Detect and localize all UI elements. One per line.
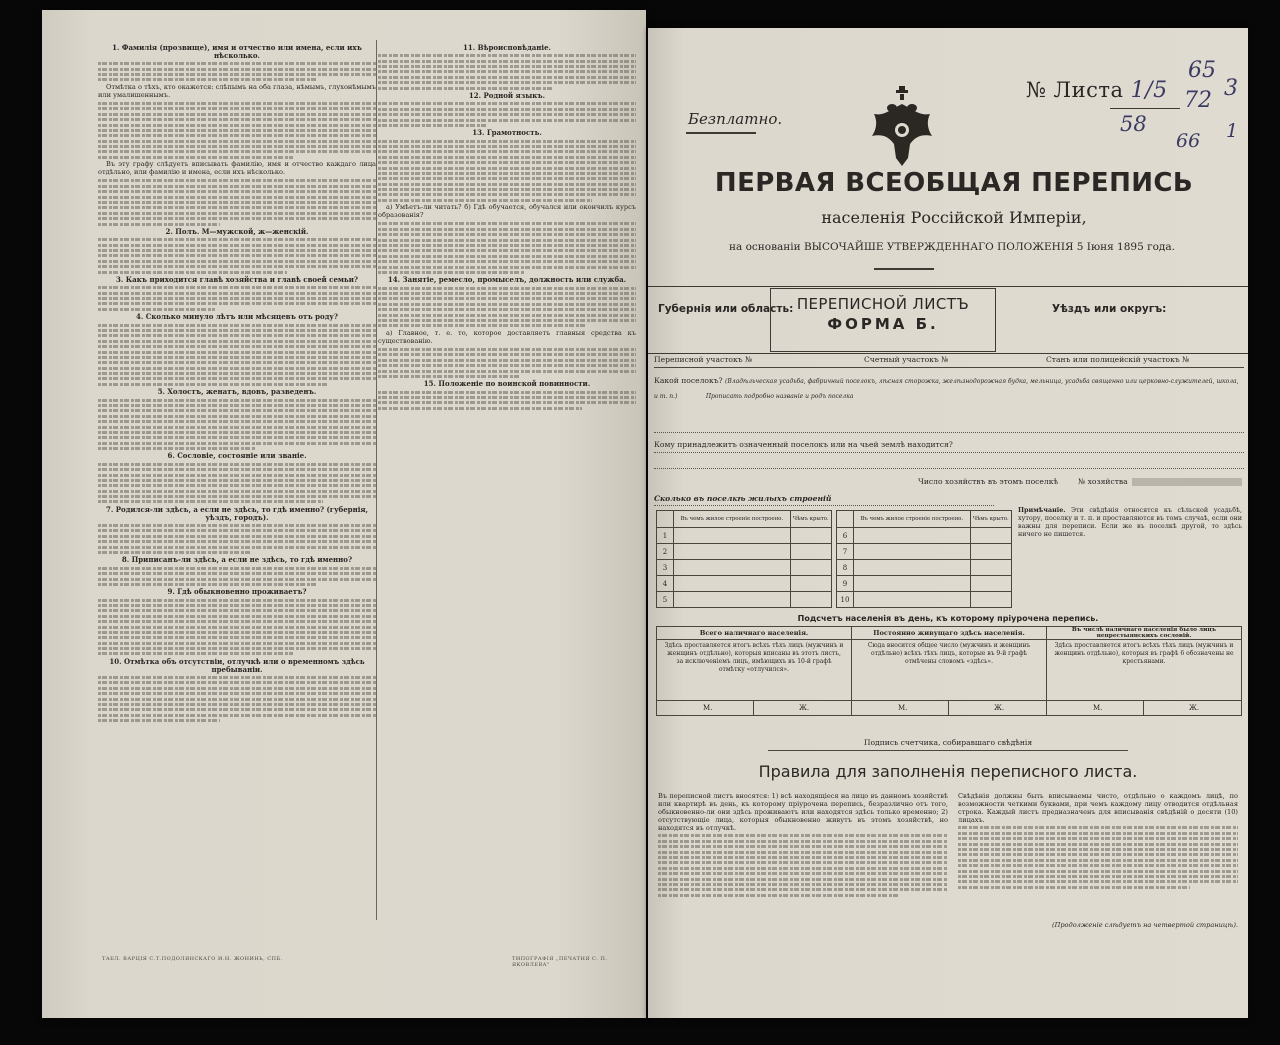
column-divider xyxy=(376,40,377,920)
stan-label: Станъ или полицейскій участокъ № xyxy=(1046,355,1190,364)
section-heading: 12. Родной языкъ. xyxy=(468,91,546,101)
print-line xyxy=(98,260,376,263)
print-line xyxy=(98,334,376,337)
print-line xyxy=(98,223,220,226)
section-heading: 2. Полъ. М—мужской, ж—женскій. xyxy=(165,226,309,236)
print-line xyxy=(378,324,587,327)
print-line xyxy=(658,856,948,859)
print-line xyxy=(98,265,376,268)
print-line xyxy=(98,540,376,543)
section-heading: 1. Фамилія (прозвище), имя и отчество или имена, если ихъ нѣсколько. xyxy=(112,43,362,60)
print-line xyxy=(98,631,376,634)
fine-print xyxy=(98,599,376,656)
print-line xyxy=(98,490,376,493)
print-line xyxy=(958,848,1238,851)
print-line xyxy=(98,140,376,143)
signature-label: Подпись счетчика, собиравшаго свѣдѣнія xyxy=(863,738,1033,747)
handwritten-mark: 1 xyxy=(1226,120,1239,142)
print-line xyxy=(98,271,287,274)
print-line xyxy=(98,474,376,477)
section-heading: 15. Положеніе по воинской повинности. xyxy=(423,379,591,389)
handwritten-list-number: 1/5 xyxy=(1130,78,1168,103)
print-line xyxy=(98,145,376,148)
print-line xyxy=(658,867,948,870)
print-line xyxy=(378,359,636,362)
print-line xyxy=(98,609,376,612)
print-line xyxy=(378,177,636,180)
title-divider xyxy=(874,268,934,270)
print-line xyxy=(98,495,376,498)
section-heading: 6. Сословіе, состояніе или званіе. xyxy=(167,451,307,461)
print-line xyxy=(378,314,636,317)
print-line xyxy=(98,367,376,370)
fine-print xyxy=(98,238,376,273)
print-line xyxy=(378,70,636,73)
print-line xyxy=(98,719,220,722)
table-row: 3 xyxy=(657,560,832,576)
print-line xyxy=(98,431,376,434)
print-line xyxy=(98,399,376,402)
households-label: Число хозяйствъ въ этомъ поселкѣ xyxy=(918,477,1059,486)
print-line xyxy=(98,620,376,623)
table-row: 2 xyxy=(657,544,832,560)
print-line xyxy=(378,401,636,404)
uchastok-line xyxy=(654,355,1244,366)
section-heading: 10. Отмѣтка объ отсутствіи, отлучкѣ или о временномъ здѣсь пребываніи. xyxy=(109,656,365,674)
print-line xyxy=(98,377,376,380)
household-number-field xyxy=(1132,478,1242,486)
print-line xyxy=(98,447,256,450)
print-line xyxy=(98,361,376,364)
print-line xyxy=(658,883,948,886)
print-line xyxy=(98,714,376,717)
print-line xyxy=(98,529,376,532)
fine-print xyxy=(98,286,376,311)
handwritten-mark: 3 xyxy=(1224,76,1238,101)
print-line xyxy=(98,238,376,241)
print-line xyxy=(378,156,636,159)
print-line xyxy=(378,76,636,79)
fine-print xyxy=(378,222,636,274)
print-line xyxy=(378,161,636,164)
print-line xyxy=(958,843,1238,846)
print-line xyxy=(958,826,1238,829)
handwritten-mark: 65 xyxy=(1188,58,1216,83)
print-line xyxy=(98,156,293,159)
print-line xyxy=(658,888,948,891)
print-line xyxy=(378,222,636,225)
print-line xyxy=(98,249,376,252)
printer-imprint-left: ТАБЛ. ВАРЦІЯ С.Т.ПОДОЛЯНСКАГО И.Н. ЖОНИНЬ, СПБ. xyxy=(102,956,283,962)
print-line xyxy=(378,271,525,274)
form-title: ПЕРЕПИСНОЙ ЛИСТЪ xyxy=(796,295,970,313)
print-line xyxy=(98,297,376,300)
print-line xyxy=(378,319,636,322)
print-line xyxy=(98,324,376,327)
print-line xyxy=(98,436,376,439)
print-line xyxy=(98,308,215,311)
instructions-column-1 xyxy=(98,42,376,948)
print-line xyxy=(98,551,251,554)
print-line xyxy=(378,308,636,311)
print-line xyxy=(378,145,636,148)
poselok-label: Какой поселокъ? xyxy=(654,376,723,385)
print-line xyxy=(98,599,376,602)
fine-print xyxy=(378,348,636,378)
print-line xyxy=(98,244,376,247)
print-line xyxy=(958,853,1238,856)
print-line xyxy=(98,329,376,332)
print-line xyxy=(378,233,636,236)
print-line xyxy=(98,578,376,581)
print-line xyxy=(98,681,376,684)
print-line xyxy=(98,134,376,137)
print-line xyxy=(98,524,376,527)
note-title: Примѣчаніе. xyxy=(1018,506,1066,514)
print-line xyxy=(98,201,376,204)
table-row: 1 xyxy=(657,528,832,544)
print-line xyxy=(98,463,376,466)
print-line xyxy=(98,179,376,182)
print-line xyxy=(98,426,376,429)
buildings-label: Сколько въ поселкѣ жилыхъ строеній xyxy=(654,494,832,503)
print-line xyxy=(958,870,1238,873)
handwritten-mark: 66 xyxy=(1176,130,1201,152)
column-header: Въ чемъ жилое строеніе построено. xyxy=(674,511,791,528)
print-line xyxy=(98,372,376,375)
print-line xyxy=(958,880,1238,883)
print-line xyxy=(98,356,376,359)
print-line xyxy=(98,212,376,215)
print-line xyxy=(378,183,636,186)
print-line xyxy=(378,303,636,306)
uchastok-label: Переписной участокъ № xyxy=(654,355,753,364)
list-number-underline xyxy=(1110,108,1180,109)
schetny-label: Счетный участокъ № xyxy=(864,355,949,364)
print-line xyxy=(378,102,636,105)
fine-print xyxy=(98,62,376,81)
print-line xyxy=(378,260,636,263)
rules-column-left: Въ переписной листъ вносятся: 1) всѣ находящіеся на лицо въ данномъ хозяйствѣ или квартирѣ въ день, къ которому пріурочена перепись, безразлично отъ того, обыкновенно-ли они здѣсь проживаютъ или находятся здѣсь только временно; 2) отсутствующіе лица, которыя обыкновенно живутъ въ этомъ хозяйствѣ, но находятся въ отлучкѣ. xyxy=(658,792,948,942)
print-line xyxy=(378,249,636,252)
print-line xyxy=(658,840,948,843)
section-heading: 13. Грамотность. xyxy=(472,128,542,138)
print-line xyxy=(98,68,376,71)
print-line xyxy=(378,364,636,367)
print-line xyxy=(98,535,376,538)
print-line xyxy=(98,129,376,132)
print-line xyxy=(958,837,1238,840)
print-line xyxy=(98,692,376,695)
print-line xyxy=(378,124,486,127)
print-line xyxy=(98,687,376,690)
print-line xyxy=(378,108,636,111)
print-line xyxy=(378,113,636,116)
print-line xyxy=(98,150,376,153)
print-line xyxy=(98,383,329,386)
print-line xyxy=(658,894,899,897)
print-line xyxy=(378,292,636,295)
print-line xyxy=(958,864,1238,867)
print-line xyxy=(98,73,376,76)
print-line xyxy=(658,834,948,837)
fine-print xyxy=(98,567,376,586)
count-title: Подсчетъ населенія въ день, къ которому пріурочена перепись. xyxy=(797,614,1099,623)
print-line xyxy=(98,698,376,701)
print-line xyxy=(658,845,948,848)
rules-column-right: Свѣдѣнія должны быть вписываемы чисто, отдѣльно о каждомъ лицѣ, по возможности четкими буквами, при чемъ каждому лицу отводится отдѣльная строка. Каждый листъ предназначенъ для вписыванія свѣдѣній о десяти (10) лицахъ. xyxy=(958,792,1238,918)
print-line xyxy=(378,353,636,356)
print-line xyxy=(98,642,376,645)
print-line xyxy=(378,244,636,247)
section-text: а) Главное, т. е. то, которое доставляетъ главныя средства къ существованію. xyxy=(378,328,636,345)
print-line xyxy=(98,703,376,706)
print-line xyxy=(658,872,948,875)
print-line xyxy=(378,167,636,170)
print-line xyxy=(98,217,376,220)
print-line xyxy=(98,652,293,655)
print-line xyxy=(98,124,376,127)
census-subtitle: населенія Россійской Имперіи, xyxy=(821,208,1087,227)
table-row: 6 xyxy=(837,528,1012,544)
table-row: 7 xyxy=(837,544,1012,560)
print-line xyxy=(958,859,1238,862)
print-line xyxy=(958,875,1238,878)
print-line xyxy=(98,292,376,295)
section-heading: 14. Занятіе, ремесло, промыселъ, должность или служба. xyxy=(387,275,627,285)
poselok-hint: (Владѣльческая усадьба, фабричный поселокъ, лѣсная сторожка, желѣзнодорожная будка, мельница, усадьба священно или церковно-служителей, школа, и т. п.) xyxy=(654,378,1239,400)
print-line xyxy=(98,190,376,193)
print-line xyxy=(98,118,376,121)
section-heading: 3. Какъ приходится главѣ хозяйства и главѣ своей семьи? xyxy=(115,275,359,285)
print-line xyxy=(378,188,636,191)
fine-print xyxy=(378,102,636,127)
print-line xyxy=(98,615,376,618)
form-subtitle: ФОРМА Б. xyxy=(827,315,939,333)
print-line xyxy=(378,255,636,258)
print-line xyxy=(378,266,636,269)
print-line xyxy=(378,65,636,68)
section-text: а) Умѣетъ-ли читать? б) Гдѣ обучается, обучался или окончилъ курсъ образованія? xyxy=(378,203,636,220)
print-line xyxy=(958,886,1190,889)
fine-print xyxy=(98,524,376,554)
print-line xyxy=(378,297,636,300)
census-form-left-page xyxy=(42,10,646,1018)
buildings-table-left xyxy=(656,510,832,608)
note-text: Эти свѣдѣнія относятся къ сѣльской усадьбѣ, хутору, поселку и т. п. и проставляются въ томъ случаѣ, если они важны для переписи. Если же въ поселкѣ другой, то здѣсь ничего не пишется. xyxy=(1018,506,1242,538)
poselok-hint-2: Прописать подробно названіе и родъ поселка xyxy=(705,393,854,400)
print-line xyxy=(378,54,636,57)
table-row: 4 xyxy=(657,576,832,592)
print-line xyxy=(98,604,376,607)
instructions-column-2 xyxy=(378,42,636,914)
print-line xyxy=(378,119,636,122)
print-line xyxy=(98,636,376,639)
print-line xyxy=(98,404,376,407)
print-line xyxy=(98,340,376,343)
section-text: Отмѣтка о тѣхъ, кто окажется: слѣпымъ на оба глаза, нѣмымъ, глухонѣмымъ или умалишеннымъ. xyxy=(98,82,376,99)
print-line xyxy=(98,351,376,354)
print-line xyxy=(378,370,636,373)
household-number-label: № хозяйства xyxy=(1078,477,1128,486)
continued-note: (Продолженіе слѣдуетъ на четвертой страницѣ). xyxy=(1052,921,1238,929)
fine-print xyxy=(98,676,376,722)
column-header: Чѣмъ крыто. xyxy=(970,511,1011,528)
handwritten-mark: 58 xyxy=(1120,112,1147,136)
column-header: Чѣмъ крыто. xyxy=(790,511,831,528)
note-block xyxy=(1018,506,1242,538)
fine-print xyxy=(98,102,376,159)
section-heading: 7. Родился-ли здѣсь, а если не здѣсь, то гдѣ именно? (губернія, уѣздъ, городъ). xyxy=(106,504,368,522)
print-line xyxy=(98,102,376,105)
print-line xyxy=(378,87,553,90)
fine-print xyxy=(378,140,636,202)
print-line xyxy=(98,107,376,110)
fine-print xyxy=(378,54,636,89)
rules-title: Правила для заполненія переписного листа. xyxy=(758,762,1138,781)
fine-print xyxy=(98,179,376,225)
table-row: 8 xyxy=(837,560,1012,576)
print-line xyxy=(378,348,636,351)
print-line xyxy=(378,60,636,63)
print-line xyxy=(98,196,376,199)
fine-print xyxy=(378,287,636,328)
legal-basis-line: на основаніи ВЫСОЧАЙШЕ УТВЕРЖДЕННАГО ПОЛОЖЕНІЯ 5 Іюня 1895 года. xyxy=(728,241,1175,253)
uezd-label: Уѣздъ или округъ: xyxy=(1052,303,1167,315)
print-line xyxy=(98,567,376,570)
fine-print xyxy=(98,324,376,386)
fine-print xyxy=(98,399,376,451)
print-line xyxy=(98,78,318,81)
print-line xyxy=(98,286,376,289)
section-heading: 4. Сколько минуло лѣтъ или мѣсяцевъ отъ роду? xyxy=(136,312,338,322)
print-line xyxy=(98,708,376,711)
print-line xyxy=(658,861,948,864)
owner-label: Кому принадлежитъ означенный поселокъ или на чьей землѣ находится? xyxy=(654,440,953,449)
section-heading: 5. Холостъ, женатъ, вдовъ, разведенъ. xyxy=(157,387,317,397)
print-line xyxy=(378,396,636,399)
print-line xyxy=(378,150,636,153)
print-line xyxy=(98,546,376,549)
print-line xyxy=(958,832,1238,835)
fine-print xyxy=(98,463,376,504)
print-line xyxy=(378,228,636,231)
print-line xyxy=(98,500,323,503)
print-line xyxy=(658,851,948,854)
print-line xyxy=(98,647,376,650)
print-line xyxy=(378,81,636,84)
print-line xyxy=(378,199,592,202)
print-line xyxy=(378,287,636,290)
print-line xyxy=(98,420,376,423)
section-heading: 9. Гдѣ обыкновенно проживаетъ? xyxy=(167,587,307,597)
table-row: 5 xyxy=(657,592,832,608)
print-line xyxy=(98,302,376,305)
free-label: Безплатно. xyxy=(688,110,783,128)
count-column: Въ числѣ наличнаго населенія было лицъ непрестыянскихъ сословій. Здѣсь проставляется итогъ всѣхъ тѣхъ лицъ (мужчинъ и женщинъ отдѣльно), которыя въ графѣ 6 обозначены не крестьянами. М. Ж. xyxy=(1047,627,1241,715)
print-line xyxy=(98,345,376,348)
section-text: Въ эту графу слѣдуетъ вписывать фамилію, имя и отчество каждаго лица отдѣльно, или фамилію и имена, если ихъ нѣсколько. xyxy=(98,160,376,177)
section-heading: 8. Приписанъ-ли здѣсь, а если не здѣсь, то гдѣ именно? xyxy=(121,555,353,565)
census-title: ПЕРВАЯ ВСЕОБЩАЯ ПЕРЕПИСЬ xyxy=(714,168,1194,198)
poselok-line xyxy=(654,374,1244,404)
free-underline xyxy=(686,132,756,134)
print-line xyxy=(98,583,318,586)
print-line xyxy=(378,140,636,143)
printer-imprint-right: ТИПОГРАФІЯ „ПЕЧАТНЯ С. П. ЯКОВЛЕВА" xyxy=(512,956,608,968)
table-row: 10 xyxy=(837,592,1012,608)
print-line xyxy=(98,442,376,445)
column-header: Въ чемъ жилое строеніе построено. xyxy=(854,511,971,528)
signature-line xyxy=(768,750,1128,751)
population-count-table xyxy=(656,626,1242,716)
print-line xyxy=(98,484,376,487)
print-line xyxy=(98,206,376,209)
print-line xyxy=(98,185,376,188)
print-line xyxy=(98,62,376,65)
print-line xyxy=(98,468,376,471)
imperial-eagle-emblem xyxy=(870,86,934,170)
print-line xyxy=(98,676,376,679)
section-heading: 11. Вѣроисповѣданіе. xyxy=(463,43,551,52)
print-line xyxy=(378,193,636,196)
count-column: Постоянно живущаго здѣсь населенія. Сюда вносится общее число (мужчинъ и женщинъ отдѣльно) всѣхъ тѣхъ лицъ, которые въ 9-й графѣ отмѣчены словомъ «здѣсь». М. Ж. xyxy=(852,627,1047,715)
print-line xyxy=(98,626,376,629)
handwritten-mark: 72 xyxy=(1184,88,1212,113)
form-title-box xyxy=(770,288,996,352)
print-line xyxy=(378,375,520,378)
count-column: Всего наличнаго населенія. Здѣсь проставляется итогъ всѣхъ тѣхъ лицъ (мужчинъ и женщинъ отдѣльно), которыя вписаны въ этотъ листъ, за исключеніемъ лицъ, имѣющихъ въ 10-й графѣ отмѣтку «отлучился». М. Ж. xyxy=(657,627,852,715)
table-row: 9 xyxy=(837,576,1012,592)
census-form-right-page xyxy=(648,28,1248,1018)
buildings-table-right xyxy=(836,510,1012,608)
print-line xyxy=(98,409,376,412)
print-line xyxy=(658,878,948,881)
print-line xyxy=(98,113,376,116)
print-line xyxy=(378,239,636,242)
print-line xyxy=(378,172,636,175)
print-line xyxy=(98,254,376,257)
print-line xyxy=(378,407,582,410)
guberniya-label: Губернія или область: xyxy=(658,303,794,315)
list-number-label: № Листа 1/5 xyxy=(1026,78,1168,103)
print-line xyxy=(98,479,376,482)
print-line xyxy=(98,572,376,575)
print-line xyxy=(378,391,636,394)
fine-print xyxy=(378,391,636,410)
print-line xyxy=(98,415,376,418)
